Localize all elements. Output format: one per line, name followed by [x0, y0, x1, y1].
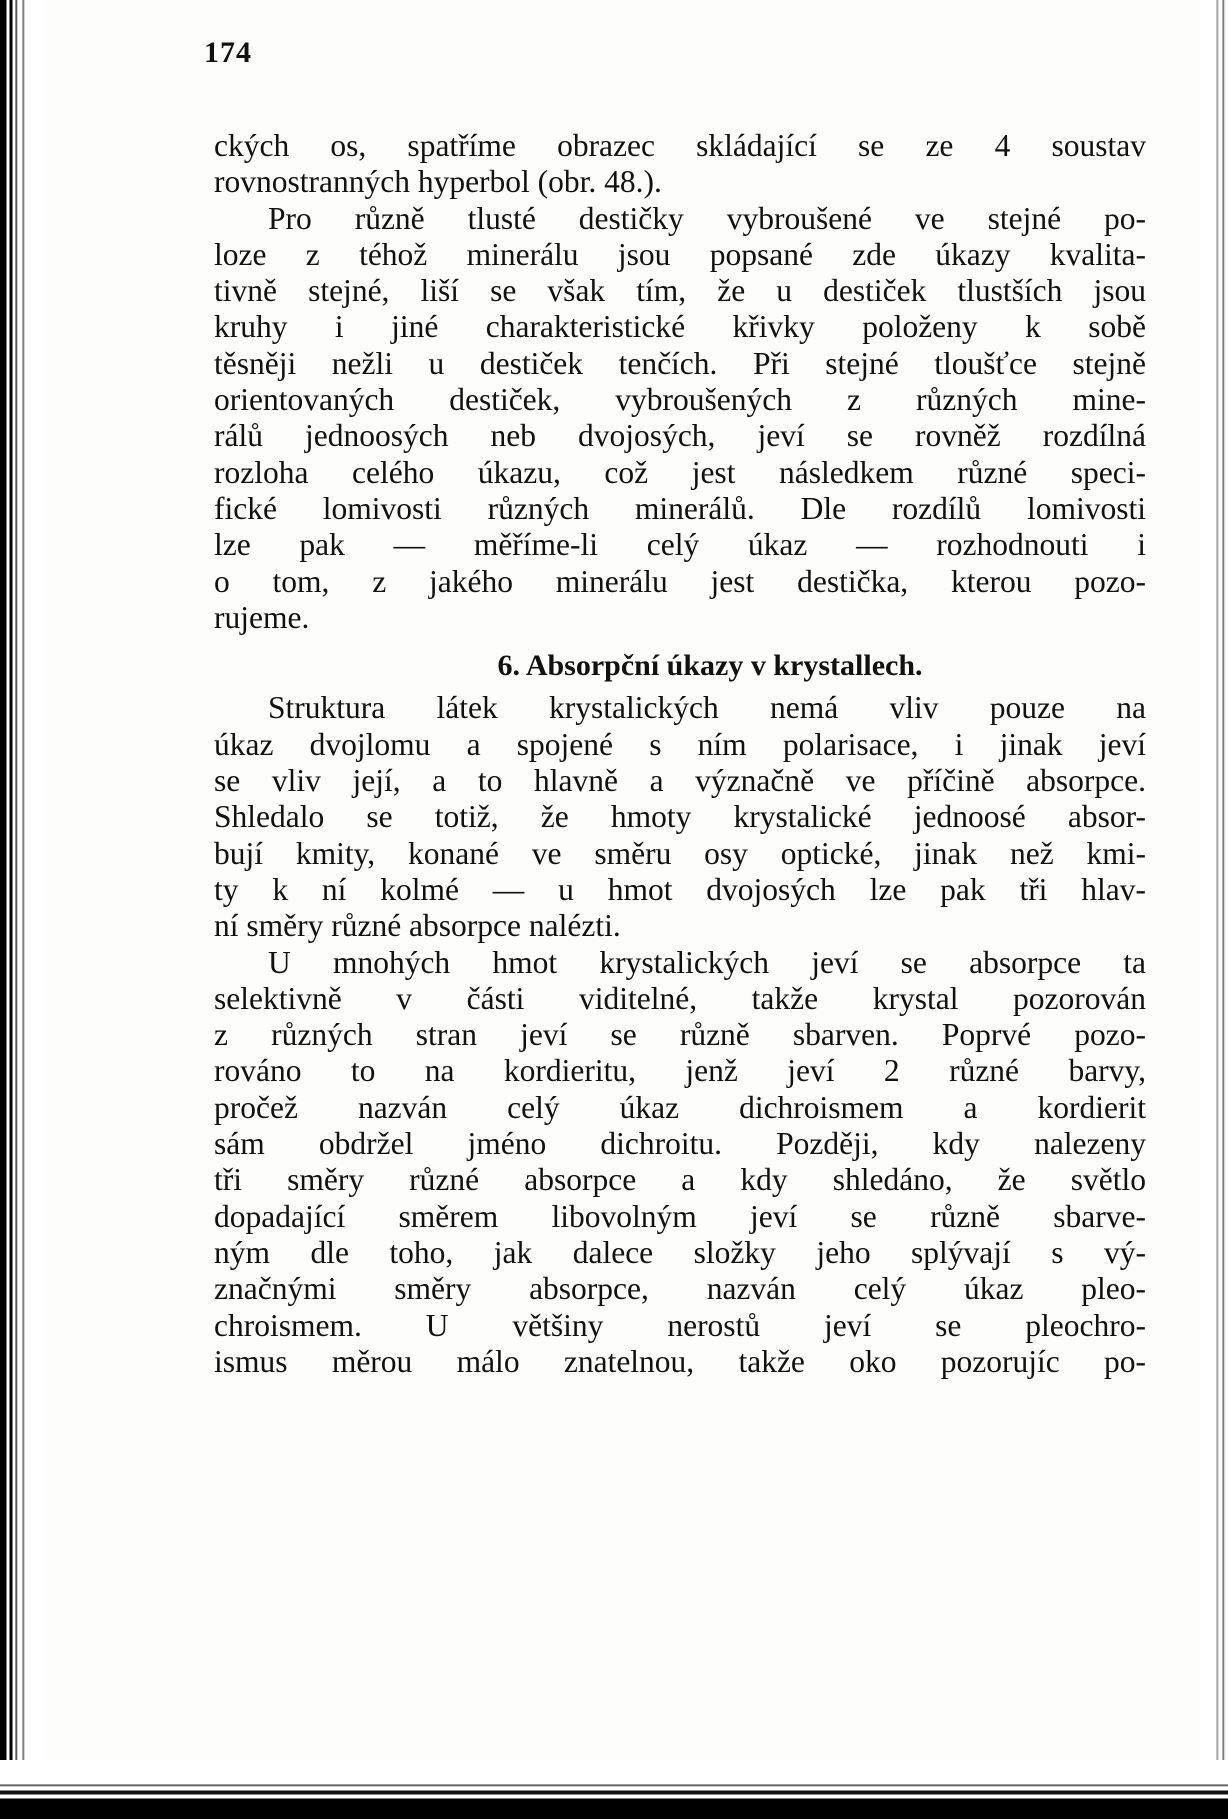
- paragraph-4: [214, 945, 1146, 1381]
- text-line: z různých stran jeví se různě sbarven. Poprvé pozo-: [214, 1017, 1146, 1053]
- text-line: rujeme.: [214, 599, 310, 635]
- text-line: dopadající směrem libovolným jeví se různě sbarve-: [214, 1198, 1146, 1234]
- text-line: fické lomivosti různých minerálů. Dle rozdílů lomivosti: [214, 490, 1146, 526]
- page-edge-right: [1200, 0, 1228, 1819]
- text-line: loze z téhož minerálu jsou popsané zde úkazy kvalita-: [214, 236, 1146, 272]
- page-edge-bottom: [0, 1760, 1228, 1819]
- text-line: selektivně v části viditelné, takže krystal pozorován: [214, 980, 1146, 1016]
- text-line: úkaz dvojlomu a spojené s ním polarisace, i jinak jeví: [214, 726, 1146, 762]
- text-line: bují kmity, konané ve směru osy optické, jinak než kmi-: [214, 835, 1146, 871]
- text-line: rováno to na kordieritu, jenž jeví 2 různé barvy,: [214, 1053, 1146, 1089]
- text-line: rovnostranných hyperbol (obr. 48.).: [214, 164, 662, 200]
- section-heading: 6. Absorpční úkazy v krystallech.: [497, 649, 923, 683]
- text-line: značnými směry absorpce, nazván celý úkaz pleo-: [214, 1271, 1146, 1307]
- text-line: ismus měrou málo znatelnou, takže oko pozorujíc po-: [214, 1343, 1146, 1379]
- paragraph-2: [214, 201, 1146, 637]
- text-line: se vliv její, a to hlavně a význačně ve příčině absorpce.: [214, 763, 1146, 799]
- page-number: 174: [204, 36, 252, 69]
- text-line: U mnohých hmot krystalických jeví se absorpce ta: [268, 944, 1146, 980]
- text-line: lze pak — měříme-li celý úkaz — rozhodnouti i: [214, 527, 1146, 563]
- text-line: orientovaných destiček, vybroušených z různých mine-: [214, 382, 1146, 418]
- text-line: tři směry různé absorpce a kdy shledáno, že světlo: [214, 1162, 1146, 1198]
- text-line: těsněji nežli u destiček tenčích. Při stejné tloušťce stejně: [214, 345, 1146, 381]
- body-text: [214, 128, 1146, 1380]
- text-line: rozloha celého úkazu, což jest následkem různé speci-: [214, 454, 1146, 490]
- text-line: pročež nazván celý úkaz dichroismem a kordierit: [214, 1089, 1146, 1125]
- text-line: rálů jednoosých neb dvojosých, jeví se rovněž rozdílná: [214, 418, 1146, 454]
- text-line: ty k ní kolmé — u hmot dvojosých lze pak tři hlav-: [214, 871, 1146, 907]
- paragraph-3: [214, 690, 1146, 944]
- text-line: kruhy i jiné charakteristické křivky položeny k sobě: [214, 309, 1146, 345]
- text-line: Shledalo se totiž, že hmoty krystalické jednoosé absor-: [214, 799, 1146, 835]
- text-line: ní směry různé absorpce nalézti.: [214, 908, 621, 944]
- text-line: ckých os, spatříme obrazec skládající se ze 4 soustav: [214, 128, 1146, 163]
- text-line: Pro různě tlusté destičky vybroušené ve stejné po-: [268, 200, 1146, 236]
- text-line: sám obdržel jméno dichroitu. Později, kdy nalezeny: [214, 1126, 1146, 1162]
- text-line: ným dle toho, jak dalece složky jeho splývají s vý-: [214, 1234, 1146, 1270]
- text-line: o tom, z jakého minerálu jest destička, kterou pozo-: [214, 563, 1146, 599]
- paragraph-1: [214, 128, 1146, 201]
- text-line: Struktura látek krystalických nemá vliv pouze na: [268, 690, 1146, 726]
- binding-edge-left: [0, 0, 44, 1819]
- text-line: chroismem. U většiny nerostů jeví se pleochro-: [214, 1307, 1146, 1343]
- text-line: tivně stejné, liší se však tím, že u destiček tlustších jsou: [214, 273, 1146, 309]
